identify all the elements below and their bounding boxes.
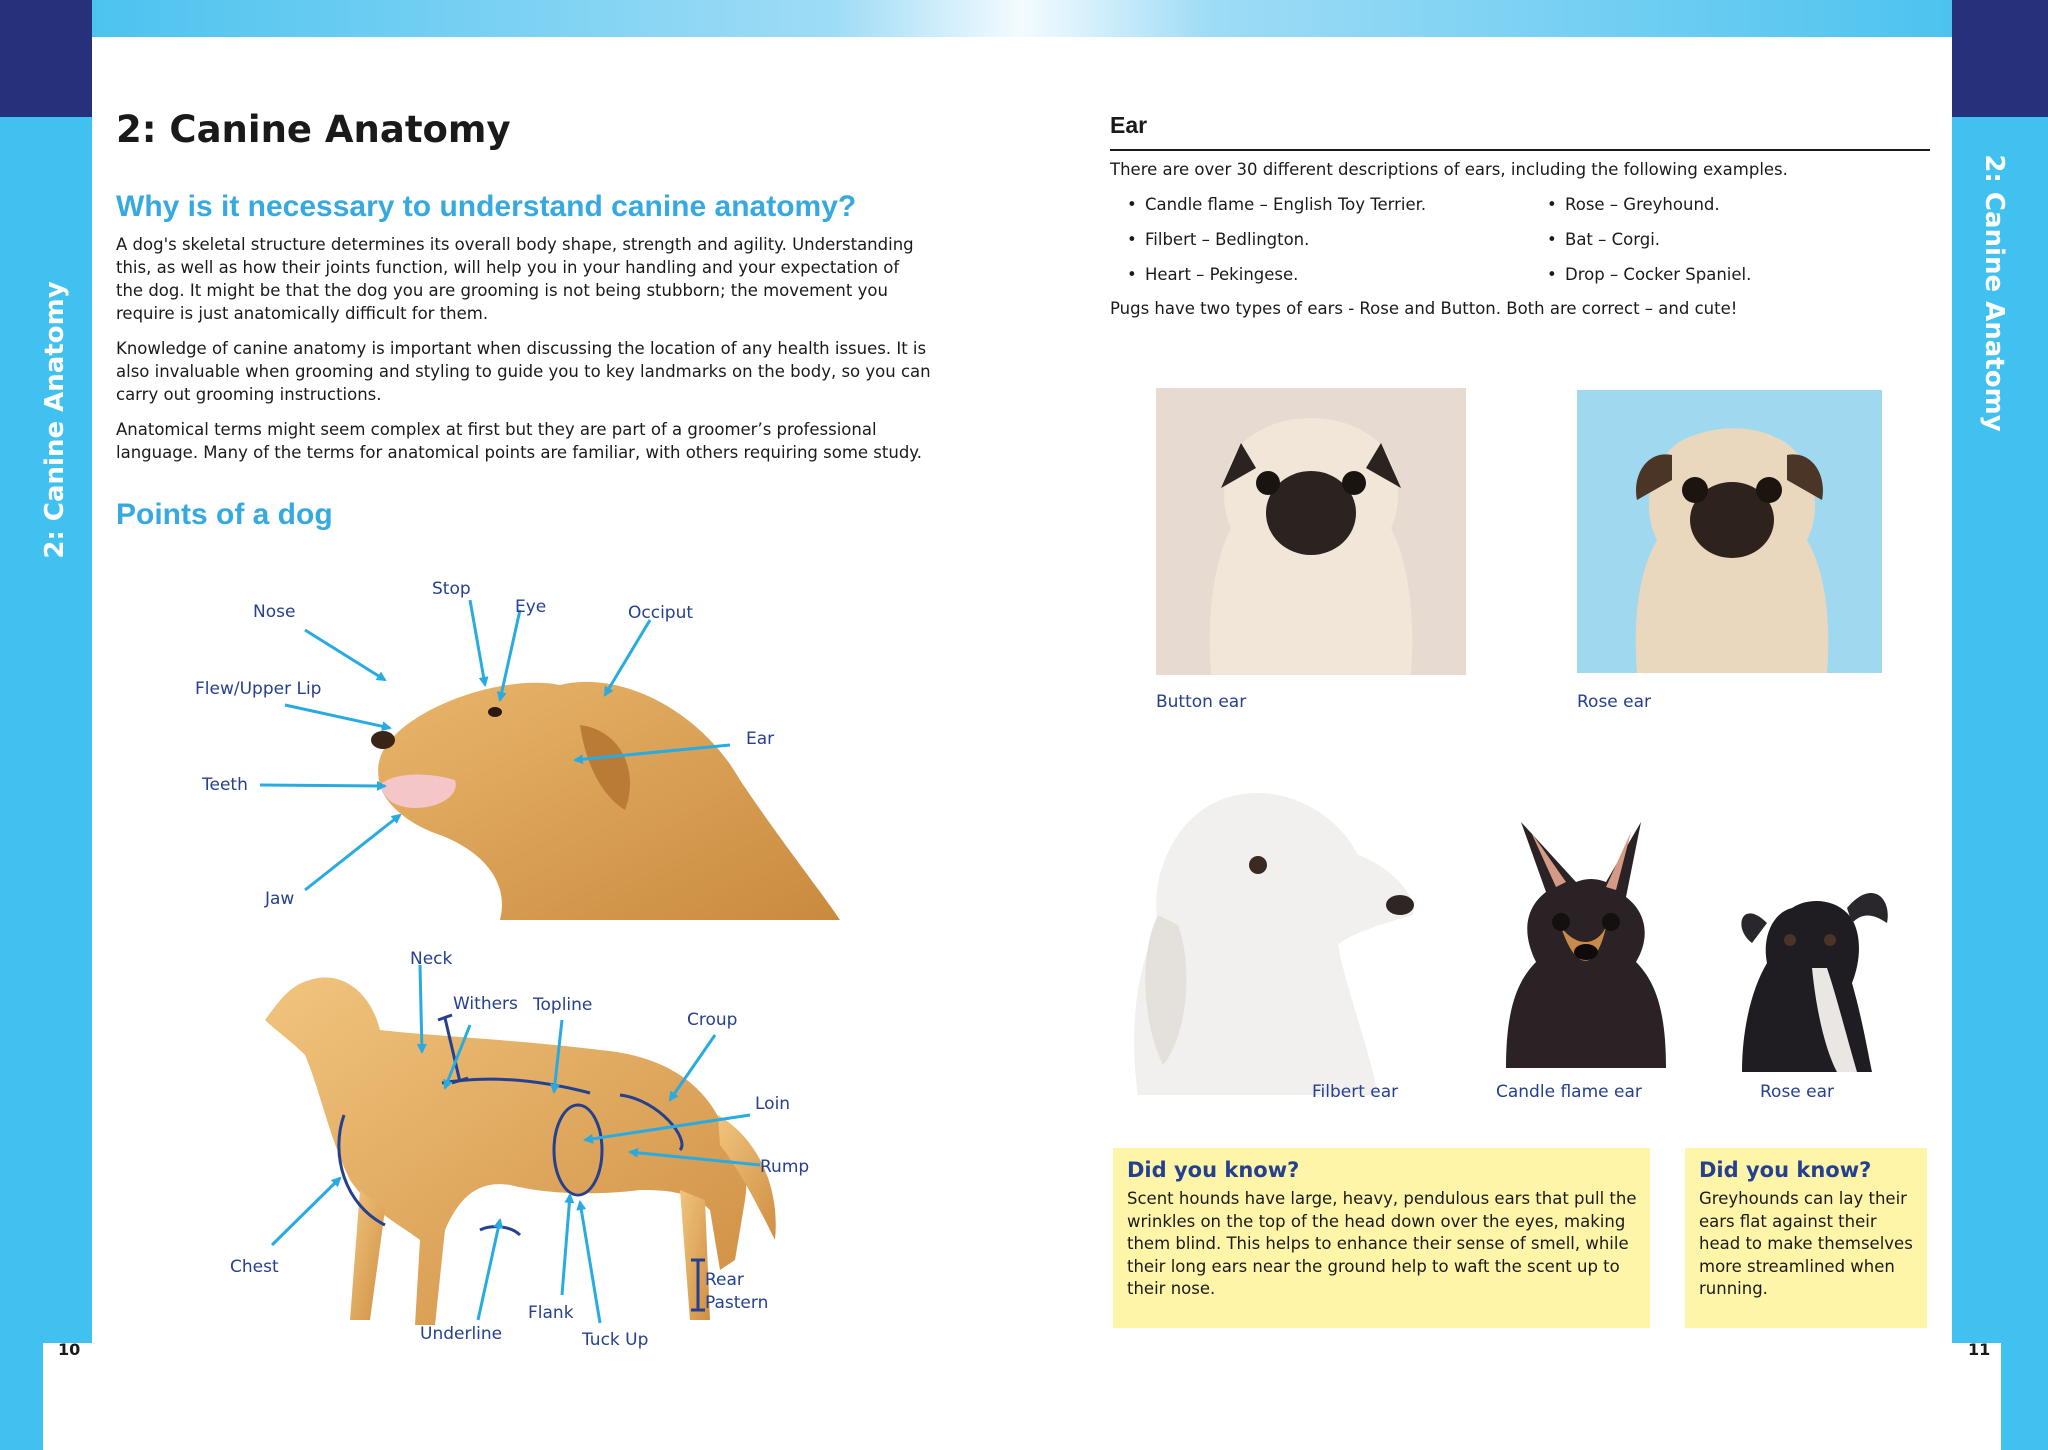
caption-rose-ear-greyhound: Rose ear: [1760, 1082, 1835, 1102]
label-nose: Nose: [253, 602, 296, 622]
list-item: • Heart – Pekingese.: [1110, 257, 1426, 292]
golden-retriever-head-photo: [371, 682, 840, 920]
did-you-know-box-greyhounds: [1685, 1148, 1927, 1328]
dog-head-diagram: [180, 560, 870, 930]
label-flew: Flew/Upper Lip: [195, 679, 322, 699]
list-item: • Candle flame – English Toy Terrier.: [1110, 187, 1426, 222]
label-rear: Rear: [705, 1270, 744, 1290]
ear-heading-rule: [1110, 149, 1930, 151]
side-section-label-right: 2: Canine Anatomy: [1979, 154, 2009, 432]
paragraph-terms: Anatomical terms might seem complex at first but they are part of a groomer’s professional language. Many of the terms for anatomical points are familiar, with others requiring some study.: [116, 420, 922, 462]
page-edge-left: [43, 1343, 92, 1450]
did-you-know-title: Did you know?: [1127, 1158, 1300, 1182]
caption-rose-ear-pug: Rose ear: [1577, 692, 1652, 712]
label-pastern: Pastern: [705, 1293, 769, 1313]
label-occiput: Occiput: [628, 603, 694, 623]
pug-note: Pugs have two types of ears - Rose and Button. Both are correct – and cute!: [1110, 299, 1738, 318]
corner-block-left: [0, 0, 92, 117]
ear-heading: Ear: [1110, 112, 1148, 138]
label-jaw: Jaw: [265, 889, 295, 909]
label-eye: Eye: [515, 597, 547, 617]
label-neck: Neck: [410, 949, 453, 969]
list-item: • Filbert – Bedlington.: [1110, 222, 1426, 257]
caption-candle-flame-ear: Candle flame ear: [1496, 1082, 1642, 1102]
did-you-know-text: Scent hounds have large, heavy, pendulous ears that pull the wrinkles on the top of the head down over the eyes, making them blind. This helps to enhance their sense of smell, while their long ears near the ground help to waft the scent up to their nose.: [1127, 1189, 1637, 1298]
paragraph-knowledge: Knowledge of canine anatomy is important when discussing the location of any health issues. It is also invaluable when grooming and styling to guide you to key landmarks on the body, so you can carry out grooming instructions.: [116, 339, 931, 404]
list-item: • Bat – Corgi.: [1530, 222, 1751, 257]
corner-block-right: [1952, 0, 2048, 117]
paragraph-skeletal: A dog's skeletal structure determines its overall body shape, strength and agility. Understanding this, as well as how their joints function, will help you in your handling and your expectation of the dog. It might be that the dog you are grooming is not being stubborn; the movement you require is just anatomically difficult for them.: [116, 235, 914, 323]
list-item: • Drop – Cocker Spaniel.: [1530, 257, 1751, 292]
page-number-left: 10: [58, 1340, 81, 1359]
points-heading: Points of a dog: [116, 498, 333, 531]
list-item: • Rose – Greyhound.: [1530, 187, 1751, 222]
label-rump: Rump: [760, 1157, 810, 1177]
page-number-right: 11: [1968, 1340, 1991, 1359]
label-chest: Chest: [230, 1257, 279, 1277]
greyhound-rose-ear-photo: [1712, 868, 1902, 1072]
pug-rose-ear-photo: [1577, 390, 1882, 673]
ear-bullets-col2: [1530, 187, 1751, 292]
label-tuck-up: Tuck Up: [582, 1330, 649, 1350]
pug-button-ear-photo: [1156, 388, 1466, 675]
label-ear: Ear: [746, 729, 775, 749]
side-section-label-left: 2: Canine Anatomy: [40, 281, 70, 559]
caption-button-ear: Button ear: [1156, 692, 1247, 712]
label-teeth: Teeth: [202, 775, 248, 795]
toy-terrier-candle-flame-ear-photo: [1466, 812, 1676, 1068]
label-flank: Flank: [528, 1303, 574, 1323]
label-underline: Underline: [420, 1324, 503, 1344]
dog-body-diagram: [220, 940, 840, 1360]
top-gradient-band: [92, 0, 1952, 37]
label-croup: Croup: [687, 1010, 738, 1030]
label-loin: Loin: [755, 1094, 791, 1114]
ear-bullets-col1: [1110, 187, 1426, 292]
label-topline: Topline: [533, 995, 593, 1015]
did-you-know-text: Greyhounds can lay their ears flat against their head to make themselves more streamlined when running.: [1699, 1189, 1913, 1298]
label-withers: Withers: [453, 994, 518, 1014]
why-heading: Why is it necessary to understand canine anatomy?: [116, 190, 857, 223]
page-edge-right: [1952, 1343, 2001, 1450]
label-stop: Stop: [432, 579, 471, 599]
did-you-know-box-scent-hounds: [1113, 1148, 1650, 1328]
caption-filbert-ear: Filbert ear: [1312, 1082, 1399, 1102]
ear-intro: There are over 30 different descriptions of ears, including the following examples.: [1110, 160, 1788, 179]
chapter-title: 2: Canine Anatomy: [116, 108, 511, 151]
did-you-know-title: Did you know?: [1699, 1158, 1872, 1182]
bedlington-filbert-ear-photo: [1118, 765, 1418, 1095]
